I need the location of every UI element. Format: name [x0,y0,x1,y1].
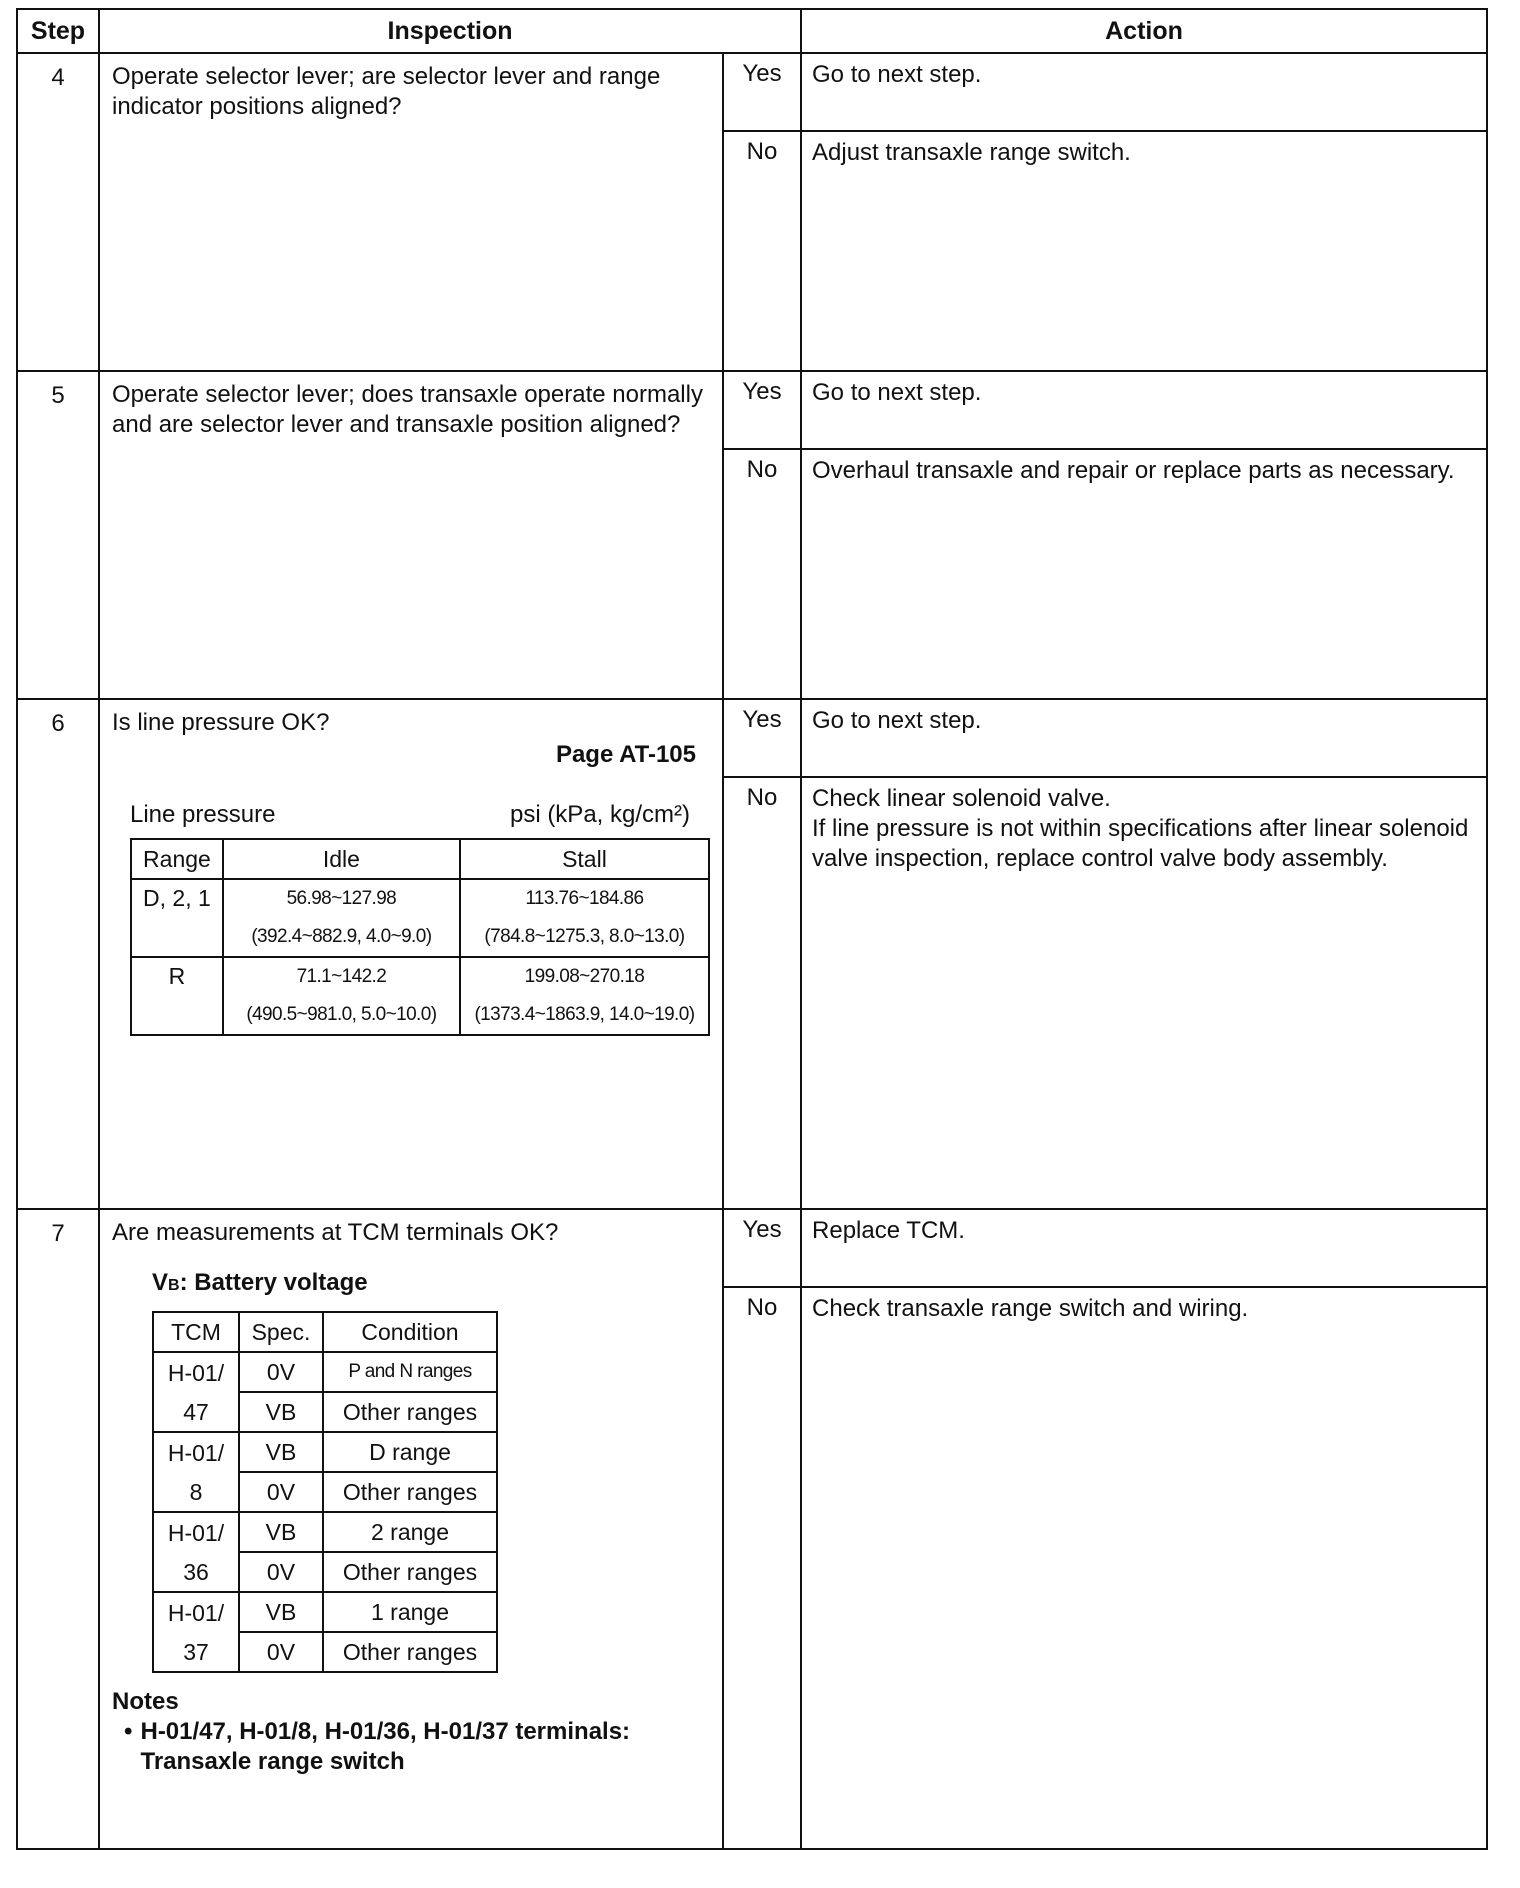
terminal-cell: 37 [153,1632,239,1672]
tcm-row [153,1472,497,1512]
step-4-no-action: Adjust transaxle range switch. [801,131,1487,371]
tcm-row [153,1512,497,1552]
step-number: 6 [17,699,99,1209]
spec-cell: VB [239,1592,323,1632]
step-4-yes-row [17,53,1487,131]
step-number: 7 [17,1209,99,1849]
tcm-row [153,1632,497,1672]
line-pressure-units: psi (kPa, kg/cm²) [509,801,690,828]
line-pressure-heading [130,800,690,830]
condition-cell: Other ranges [323,1632,497,1672]
spec-cell: VB [239,1392,323,1432]
condition-cell: 1 range [323,1592,497,1632]
no-label: No [723,1287,801,1849]
step-7-question: Are measurements at TCM terminals OK? [112,1219,559,1246]
spec-cell: VB [239,1512,323,1552]
vb-definition: Battery voltage [194,1269,368,1296]
tcm-row [153,1592,497,1632]
range-cell: D, 2, 1 [131,879,223,957]
tcm-header-row [153,1312,497,1352]
idle-psi: 56.98~127.98 [223,879,460,918]
terminal-cell: 8 [153,1472,239,1512]
step-7-no-action: Check transaxle range switch and wiring. [801,1287,1487,1849]
spec-cell: 0V [239,1472,323,1512]
tcm-row [153,1432,497,1472]
terminal-cell: H-01/ [153,1592,239,1632]
terminal-cell: H-01/ [153,1432,239,1472]
step-6-no-action-line1: Check linear solenoid valve. [812,785,1111,812]
battery-voltage-title: VB: Battery voltage [152,1269,368,1296]
notes-text: H-01/47, H-01/8, H-01/36, H-01/37 terminals: Transaxle range switch [140,1718,631,1775]
condition-cell: 2 range [323,1512,497,1552]
condition-cell: Other ranges [323,1392,497,1432]
col-idle: Idle [223,839,460,879]
line-pressure-row [131,879,709,918]
col-tcm: TCM [153,1312,239,1352]
terminal-cell: 47 [153,1392,239,1432]
col-condition: Condition [323,1312,497,1352]
tcm-row [153,1392,497,1432]
step-6-no-action [801,777,1487,1209]
header-action: Action [801,9,1487,53]
idle-psi: 71.1~142.2 [223,957,460,996]
stall-kpa: (1373.4~1863.9, 14.0~19.0) [460,996,709,1035]
spec-cell: 0V [239,1352,323,1392]
condition-cell: Other ranges [323,1552,497,1592]
step-5-yes-action: Go to next step. [801,371,1487,449]
range-cell: R [131,957,223,1035]
bullet-icon: • [124,1718,133,1745]
col-stall: Stall [460,839,709,879]
stall-psi: 199.08~270.18 [460,957,709,996]
header-row [17,9,1487,53]
terminal-cell: H-01/ [153,1352,239,1392]
idle-kpa: (392.4~882.9, 4.0~9.0) [223,918,460,957]
tcm-row [153,1552,497,1592]
step-4-inspection: Operate selector lever; are selector lever and range indicator positions aligned? [99,53,723,371]
stall-kpa: (784.8~1275.3, 8.0~13.0) [460,918,709,957]
line-pressure-header-row [131,839,709,879]
condition-cell: P and N ranges [323,1352,497,1392]
step-number: 5 [17,371,99,699]
step-5-inspection: Operate selector lever; does transaxle operate normally and are selector lever and transaxle position aligned? [99,371,723,699]
step-7-yes-action: Replace TCM. [801,1209,1487,1287]
tcm-terminal-table [152,1311,498,1673]
header-step: Step [17,9,99,53]
vb-symbol: V [152,1269,169,1296]
spec-cell: 0V [239,1552,323,1592]
condition-cell: Other ranges [323,1472,497,1512]
no-label: No [723,131,801,371]
line-pressure-table [130,838,710,1036]
header-inspection: Inspection [99,9,801,53]
idle-kpa: (490.5~981.0, 5.0~10.0) [223,996,460,1035]
step-5-yes-row [17,371,1487,449]
stall-psi: 113.76~184.86 [460,879,709,918]
line-pressure-label: Line pressure [130,801,276,828]
step-number: 4 [17,53,99,371]
vb-subscript: B [168,1277,180,1294]
col-range: Range [131,839,223,879]
yes-label: Yes [723,371,801,449]
spec-cell: 0V [239,1632,323,1672]
step-6-question: Is line pressure OK? [112,709,330,736]
line-pressure-row [131,957,709,996]
spec-cell: VB [239,1432,323,1472]
step-7-yes-row [17,1209,1487,1287]
step-5-no-action: Overhaul transaxle and repair or replace parts as necessary. [801,449,1487,699]
yes-label: Yes [723,53,801,131]
no-label: No [723,777,801,1209]
no-label: No [723,449,801,699]
terminal-cell: H-01/ [153,1512,239,1552]
yes-label: Yes [723,1209,801,1287]
step-6-inspection [99,699,723,1209]
step-4-yes-action: Go to next step. [801,53,1487,131]
yes-label: Yes [723,699,801,777]
step-6-no-action-line2: If line pressure is not within specifications after linear solenoid valve inspection, replace control valve body assembly. [812,815,1469,872]
condition-cell: D range [323,1432,497,1472]
col-spec: Spec. [239,1312,323,1352]
step-6-yes-row [17,699,1487,777]
step-6-yes-action: Go to next step. [801,699,1487,777]
notes-title: Notes [112,1688,179,1715]
notes-item [124,1717,710,1777]
tcm-row [153,1352,497,1392]
step-7-inspection [99,1209,723,1849]
terminal-cell: 36 [153,1552,239,1592]
troubleshooting-table [16,8,1488,1850]
page-reference-link[interactable]: Page AT-105 [555,741,696,768]
